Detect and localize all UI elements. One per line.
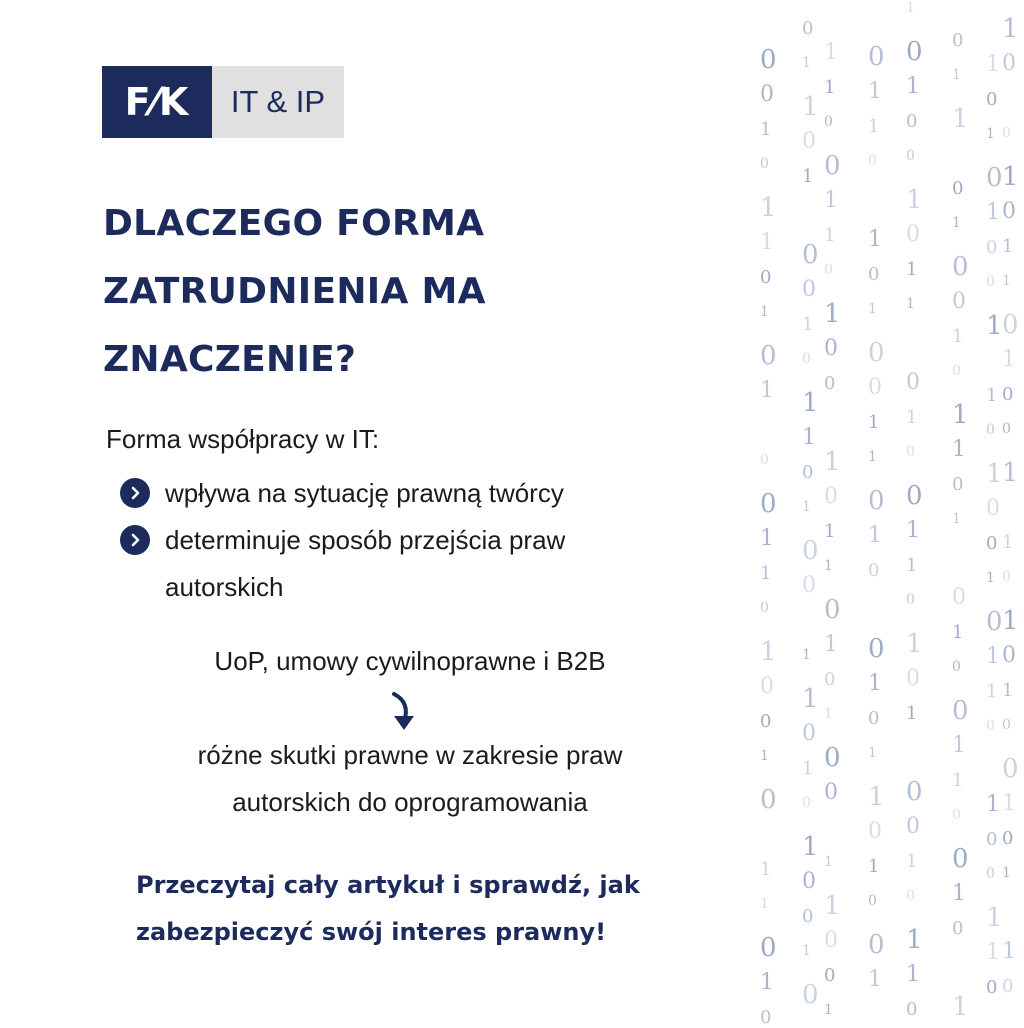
binary-digit: 0 [986,607,1003,637]
binary-digit: 1 [824,299,841,329]
binary-digit: 0 [1002,976,1014,997]
binary-digit: 0 [1002,717,1011,733]
binary-digit: 1 [760,970,774,995]
binary-digit: 0 [906,370,920,395]
binary-digit: 1 [824,188,838,213]
binary-digit: 0 [1002,199,1016,224]
binary-digit: 0 [906,666,920,691]
binary-digit: 0 [952,30,964,51]
headline-line-2: ZATRUDNIENIA MA [103,271,486,312]
binary-digit: 1 [802,425,816,450]
logo-mark: F⁄K [102,66,212,138]
binary-digit: 0 [906,222,920,247]
binary-digit: 1 [760,896,769,912]
binary-digit: 1 [868,523,882,548]
binary-digit: 1 [986,52,1000,77]
result-line-2: autorskich do oprogramowania [232,787,588,817]
binary-digit: 1 [952,104,969,134]
binary-digit: 0 [952,289,966,314]
binary-digit: 1 [906,407,918,428]
binary-digit: 1 [1002,14,1019,44]
binary-digit: 1 [1002,680,1014,701]
binary-digit: 0 [906,814,920,839]
binary-digit: 0 [868,560,880,581]
binary-digit: 1 [986,681,998,702]
binary-digit: 1 [802,314,814,335]
binary-digit: 1 [868,449,877,465]
headline-line-3: ZNACZENIE? [103,339,357,380]
binary-digit: 0 [952,807,961,823]
headline-line-1: DLACZEGO FORMA [103,203,485,244]
binary-digit: 1 [824,521,836,542]
binary-digit: 1 [986,385,998,406]
binary-digit: 1 [906,851,918,872]
binary-digit: 1 [824,77,836,98]
binary-digit: 1 [824,706,833,722]
binary-digit: 0 [868,893,877,909]
binary-digit: 0 [760,156,769,172]
binary-digit: 0 [986,866,995,882]
binary-digit: 0 [1002,643,1016,668]
binary-digit: 0 [868,153,877,169]
binary-digit: 1 [906,259,918,280]
binary-digit: 1 [952,881,966,906]
binary-digit: 0 [868,708,880,729]
binary-digit: 1 [906,925,923,955]
binary-digit: 1 [824,1002,833,1018]
cta-line-1: Przeczytaj cały artykuł i sprawdź, jak [136,871,640,899]
binary-digit: 1 [952,437,966,462]
binary-digit: 0 [986,274,995,290]
binary-digit: 1 [952,67,961,83]
binary-digit: 1 [1002,273,1011,289]
binary-digit: 0 [824,114,833,130]
binary-digit: 1 [868,412,880,433]
binary-digit: 1 [868,856,880,877]
binary-digit: 0 [868,264,880,285]
binary-digit: 0 [824,669,836,690]
binary-digit: 0 [824,373,836,394]
curved-arrow-down-icon [384,690,424,736]
binary-digit: 0 [760,82,774,107]
binary-digit: 0 [952,918,964,939]
binary-digit: 0 [824,780,838,805]
binary-digit: 1 [986,792,1000,817]
binary-digit: 1 [760,193,777,223]
binary-digit: 0 [760,489,777,519]
binary-digit: 1 [802,166,814,187]
binary-digit: 1 [760,526,774,551]
binary-digit: 1 [760,119,772,140]
binary-digit: 0 [868,819,882,844]
bullet-text: wpływa na sytuację prawną twórcy [165,478,564,508]
binary-digit: 1 [1002,532,1014,553]
binary-digit: 1 [952,733,966,758]
binary-digit: 0 [952,659,961,675]
bullet-item [120,470,680,517]
binary-digit: 0 [824,151,841,181]
binary-digit: 1 [868,967,882,992]
binary-digit: 0 [802,240,819,270]
binary-digit: 1 [802,92,819,122]
binary-digit: 0 [868,930,885,960]
binary-digit: 1 [760,637,777,667]
binary-digit: 1 [986,126,995,142]
binary-digit: 0 [952,363,961,379]
binary-digit: 1 [952,992,969,1022]
binary-digit: 0 [868,634,885,664]
binary-digit: 0 [986,977,998,998]
binary-digit: 0 [824,484,838,509]
binary-digit: 1 [986,570,995,586]
binary-digit: 0 [986,163,1003,193]
binary-digit: 0 [952,844,969,874]
binary-digit: 0 [760,267,772,288]
binary-digit: 0 [868,338,885,368]
chevron-right-circle-icon [120,478,150,508]
binary-digit: 0 [986,718,995,734]
bullet-item [120,517,680,611]
binary-digit: 0 [868,486,885,516]
binary-digit: 1 [986,311,1003,341]
binary-digit: 0 [1002,384,1014,405]
binary-digit: 0 [906,777,923,807]
binary-digit: 0 [868,375,882,400]
binary-digit: 1 [802,943,811,959]
binary-digit: 1 [760,563,772,584]
binary-digit: 0 [986,89,998,110]
binary-digit: 1 [986,644,1000,669]
binary-digit: 1 [1002,606,1019,636]
binary-digit: 0 [952,252,969,282]
binary-digit: 0 [802,795,811,811]
binary-digit: 0 [802,573,816,598]
binary-digit: 0 [1002,51,1016,76]
bullet-list [120,470,680,611]
binary-digit: 0 [1002,125,1011,141]
chevron-right-circle-icon [120,525,150,555]
binary-digit: 1 [802,647,811,663]
binary-digit: 1 [906,0,915,16]
binary-digit: 0 [1002,569,1011,585]
binary-digit: 0 [906,999,918,1020]
binary-digit: 1 [952,770,964,791]
binary-digit: 0 [906,444,915,460]
binary-digit: 0 [802,277,816,302]
binary-digit: 0 [906,481,923,511]
binary-digit: 0 [824,262,833,278]
binary-digit: 1 [760,378,774,403]
binary-digit: 1 [760,230,774,255]
binary-digit: 0 [824,595,841,625]
binary-digit: 0 [1002,310,1019,340]
binary-digit: 1 [868,79,882,104]
binary-digit: 1 [1002,791,1016,816]
binary-digit: 0 [802,869,816,894]
binary-digit: 1 [824,558,833,574]
binary-digit: 1 [986,200,1000,225]
binary-digit: 0 [760,45,777,75]
binary-digit: 0 [802,906,814,927]
binary-digit: 0 [802,980,819,1010]
binary-digit: 1 [1002,236,1014,257]
binary-digit: 0 [952,585,966,610]
binary-digit: 0 [802,129,816,154]
binary-digit: 0 [868,42,885,72]
binary-digit: 1 [1002,347,1016,372]
binary-digit: 1 [906,555,918,576]
binary-digit: 1 [1002,162,1019,192]
binary-digit: 0 [1002,754,1019,784]
binary-digit: 0 [986,533,998,554]
binary-digit: 1 [824,40,838,65]
binary-digit: 1 [824,447,841,477]
binary-digit: 1 [952,622,964,643]
binary-digit: 1 [1002,865,1011,881]
binary-digit: 0 [802,351,811,367]
intro-text: Forma współpracy w IT: [106,424,380,454]
binary-digit: 1 [868,301,877,317]
binary-digit: 0 [824,743,841,773]
binary-digit: 0 [906,37,923,67]
binary-digit: 1 [760,304,769,320]
binary-digit: 0 [824,965,836,986]
binary-digit: 0 [906,592,915,608]
binary-digit: 0 [802,18,814,39]
bullet-text-continued: autorskich [165,572,284,602]
binary-digit: 0 [906,148,915,164]
binary-digit: 1 [802,499,811,515]
binary-digit: 0 [760,933,777,963]
binary-digit: 1 [868,227,882,252]
logo-text: IT & IP [212,66,344,138]
binary-digit: 0 [760,452,769,468]
binary-digit: 1 [906,74,920,99]
headline [103,190,623,394]
binary-digit: 0 [986,829,998,850]
binary-digit: 1 [824,854,833,870]
binary-digit: 0 [1002,421,1011,437]
binary-digit: 1 [952,511,961,527]
binary-digit: 1 [1002,458,1019,488]
binary-digit: 1 [906,629,923,659]
binary-digit: 1 [802,388,819,418]
binary-digit: 1 [906,296,915,312]
binary-digit: 0 [760,674,774,699]
binary-digit: 1 [868,671,882,696]
binary-digit: 1 [868,782,885,812]
binary-digit: 0 [802,462,814,483]
binary-digit: 0 [824,928,838,953]
binary-digit: 1 [868,745,877,761]
binary-digit: 1 [952,215,961,231]
binary-digit: 0 [760,600,769,616]
binary-digit: 1 [824,225,836,246]
binary-digit: 0 [986,422,995,438]
binary-digit: 1 [906,518,920,543]
binary-digit: 1 [760,859,772,880]
binary-digit: 1 [906,185,923,215]
binary-rain-decoration [740,0,1024,1028]
cta-line-2: zabezpieczyć swój interes prawny! [136,918,607,946]
binary-digit: 0 [906,111,918,132]
binary-digit: 0 [760,341,777,371]
binary-digit: 1 [986,459,1003,489]
binary-digit: 1 [952,400,969,430]
binary-digit: 1 [986,940,1000,965]
binary-digit: 1 [952,326,964,347]
binary-digit: 1 [760,748,769,764]
binary-digit: 0 [952,696,969,726]
binary-digit: 1 [802,55,811,71]
binary-digit: 0 [986,237,998,258]
binary-digit: 0 [802,536,819,566]
bullet-text: determinuje sposób przejścia praw [165,525,566,555]
logo [102,66,344,138]
binary-digit: 1 [906,962,920,987]
binary-digit: 0 [802,721,816,746]
binary-digit: 1 [824,891,841,921]
binary-digit: 0 [1002,828,1014,849]
binary-digit: 0 [952,178,964,199]
binary-digit: 0 [952,474,964,495]
binary-digit: 1 [1002,939,1016,964]
binary-digit: 0 [906,888,915,904]
binary-digit: 0 [824,336,838,361]
binary-digit: 0 [760,785,777,815]
binary-digit: 0 [986,496,1000,521]
binary-digit: 1 [802,684,819,714]
binary-digit: 1 [824,632,838,657]
binary-digit: 0 [760,711,772,732]
contract-types: UoP, umowy cywilnoprawne i B2B [214,646,606,676]
binary-digit: 1 [802,758,814,779]
binary-digit: 1 [986,903,1003,933]
result-line-1: różne skutki prawne w zakresie praw [197,740,623,770]
binary-digit: 1 [906,703,918,724]
binary-digit: 1 [802,832,819,862]
binary-digit: 0 [760,1007,772,1028]
call-to-action [136,862,736,956]
binary-digit: 1 [868,116,880,137]
